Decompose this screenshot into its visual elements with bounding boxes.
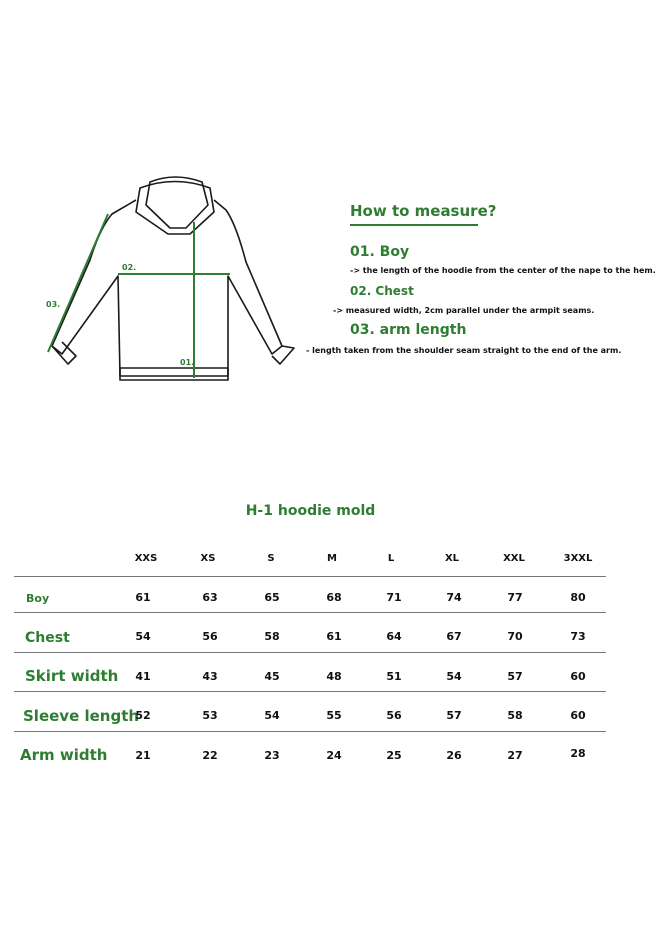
table-cell: 57 — [507, 670, 523, 683]
table-rule — [14, 731, 606, 732]
table-cell: 52 — [135, 709, 151, 722]
table-cell: 56 — [386, 709, 402, 722]
guide-title-underline — [350, 224, 478, 226]
table-cell: 67 — [446, 630, 462, 643]
step-body-desc: -> the length of the hoodie from the center of the nape to the hem. — [350, 266, 656, 275]
table-cell: 64 — [386, 630, 402, 643]
table-cell: 23 — [264, 749, 280, 762]
table-cell: 27 — [507, 749, 523, 762]
measurement-lines — [48, 214, 230, 378]
step-chest-desc: -> measured width, 2cm parallel under the armpit seams. — [333, 306, 595, 315]
table-cell: 54 — [135, 630, 151, 643]
sleeve-label: 03. — [46, 300, 61, 309]
table-cell: 24 — [326, 749, 342, 762]
table-cell: 65 — [264, 591, 280, 604]
table-cell: 71 — [386, 591, 402, 604]
row-label-skirt-width: Skirt width — [25, 667, 119, 685]
table-cell: 58 — [507, 709, 523, 722]
table-cell: 58 — [264, 630, 280, 643]
step-arm-desc: - length taken from the shoulder seam straight to the end of the arm. — [306, 346, 622, 355]
table-cell: 77 — [507, 591, 523, 604]
table-cell: 43 — [202, 670, 218, 683]
size-header: XS — [200, 553, 216, 564]
table-cell: 61 — [135, 591, 151, 604]
hoodie-diagram — [0, 0, 621, 440]
row-label-arm-width: Arm width — [20, 746, 108, 764]
step-chest-title: 02. Chest — [350, 284, 414, 298]
table-cell: 54 — [446, 670, 462, 683]
table-cell: 54 — [264, 709, 280, 722]
body-label: 01. — [180, 358, 195, 367]
table-cell: 48 — [326, 670, 342, 683]
table-cell: 25 — [386, 749, 402, 762]
table-rule — [14, 691, 606, 692]
table-cell: 68 — [326, 591, 342, 604]
row-label-boy: Boy — [26, 592, 50, 605]
chest-label: 02. — [122, 263, 137, 272]
step-arm-title: 03. arm length — [350, 322, 467, 338]
table-title: H-1 hoodie mold — [245, 503, 376, 519]
size-header: XXS — [134, 553, 158, 564]
table-rule — [14, 652, 606, 653]
table-cell: 74 — [446, 591, 462, 604]
step-body-title: 01. Boy — [350, 244, 410, 260]
table-cell: 53 — [202, 709, 218, 722]
table-cell: 70 — [507, 630, 523, 643]
hoodie-outline-icon — [52, 177, 294, 380]
table-cell: 22 — [202, 749, 218, 762]
table-cell: 80 — [570, 591, 586, 604]
table-cell: 45 — [264, 670, 280, 683]
table-cell: 63 — [202, 591, 218, 604]
row-label-chest: Chest — [25, 630, 70, 646]
guide-title: How to measure? — [350, 202, 497, 220]
size-header: S — [267, 553, 275, 564]
size-header: L — [387, 553, 395, 564]
table-cell: 55 — [326, 709, 342, 722]
table-cell: 26 — [446, 749, 462, 762]
table-cell: 73 — [570, 630, 586, 643]
table-rule — [14, 576, 606, 577]
size-header: M — [327, 553, 337, 564]
table-cell: 51 — [386, 670, 402, 683]
size-header: XL — [444, 553, 460, 564]
table-cell: 60 — [570, 670, 586, 683]
table-cell: 61 — [326, 630, 342, 643]
row-label-sleeve-length: Sleeve length — [23, 707, 140, 725]
table-cell: 57 — [446, 709, 462, 722]
table-cell: 60 — [570, 709, 586, 722]
table-cell: 56 — [202, 630, 218, 643]
table-rule — [14, 612, 606, 613]
size-header: XXL — [503, 553, 525, 564]
table-cell: 41 — [135, 670, 151, 683]
table-cell: 21 — [135, 749, 151, 762]
table-cell: 28 — [570, 747, 586, 760]
size-header: 3XXL — [563, 553, 593, 564]
